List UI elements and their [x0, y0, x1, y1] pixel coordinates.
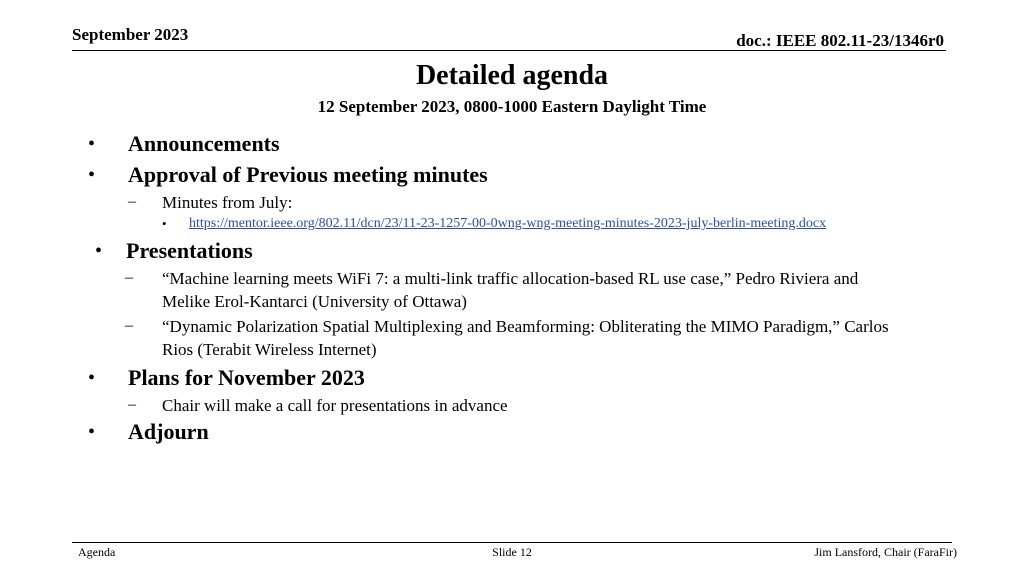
header-divider — [72, 50, 946, 51]
agenda-item-approval: Approval of Previous meeting minutes — [128, 162, 488, 187]
dash-icon: – — [128, 396, 136, 413]
presentation-2-line-1: “Dynamic Polarization Spatial Multiplexing and Beamforming: Obliterating the MIMO Paradigm,” Carlos — [162, 317, 889, 336]
header-date: September 2023 — [72, 25, 189, 44]
presentation-2-line-2: Rios (Terabit Wireless Internet) — [162, 340, 377, 359]
footer-section: Agenda — [78, 545, 116, 559]
sub-item-minutes-from: Minutes from July: — [162, 193, 293, 212]
presentation-1-line-2: Melike Erol-Kantarci (University of Ottawa) — [162, 292, 467, 311]
header-doc-id: doc.: IEEE 802.11-23/1346r0 — [736, 31, 944, 50]
dash-icon: – — [125, 269, 133, 286]
slide-title: Detailed agenda — [415, 60, 609, 91]
bullet-icon: • — [88, 421, 96, 443]
footer-slide-number: Slide 12 — [492, 545, 532, 559]
agenda-item-plans: Plans for November 2023 — [128, 365, 365, 390]
slide-subtitle: 12 September 2023, 0800-1000 Eastern Daylight Time — [317, 97, 707, 116]
dash-icon: – — [128, 193, 136, 210]
presentation-1-line-1: “Machine learning meets WiFi 7: a multi-link traffic allocation-based RL use case,” Pedro Riviera and — [162, 269, 859, 288]
agenda-item-announcements: Announcements — [128, 131, 280, 156]
dash-icon: – — [125, 317, 133, 334]
bullet-icon: • — [88, 367, 96, 389]
agenda-item-presentations: Presentations — [126, 238, 253, 263]
footer-author: Jim Lansford, Chair (FaraFir) — [814, 545, 957, 559]
bullet-icon: • — [88, 133, 96, 155]
bullet-icon: • — [88, 164, 96, 186]
small-bullet-icon: • — [162, 216, 167, 231]
agenda-item-adjourn: Adjourn — [128, 419, 209, 444]
footer-divider — [72, 542, 952, 543]
sub-item-chair-call: Chair will make a call for presentations in advance — [162, 396, 508, 415]
bullet-icon: • — [95, 240, 103, 262]
minutes-link[interactable]: https://mentor.ieee.org/802.11/dcn/23/11-23-1257-00-0wng-wng-meeting-minutes-2023-july-berlin-meeting.docx — [189, 216, 827, 231]
